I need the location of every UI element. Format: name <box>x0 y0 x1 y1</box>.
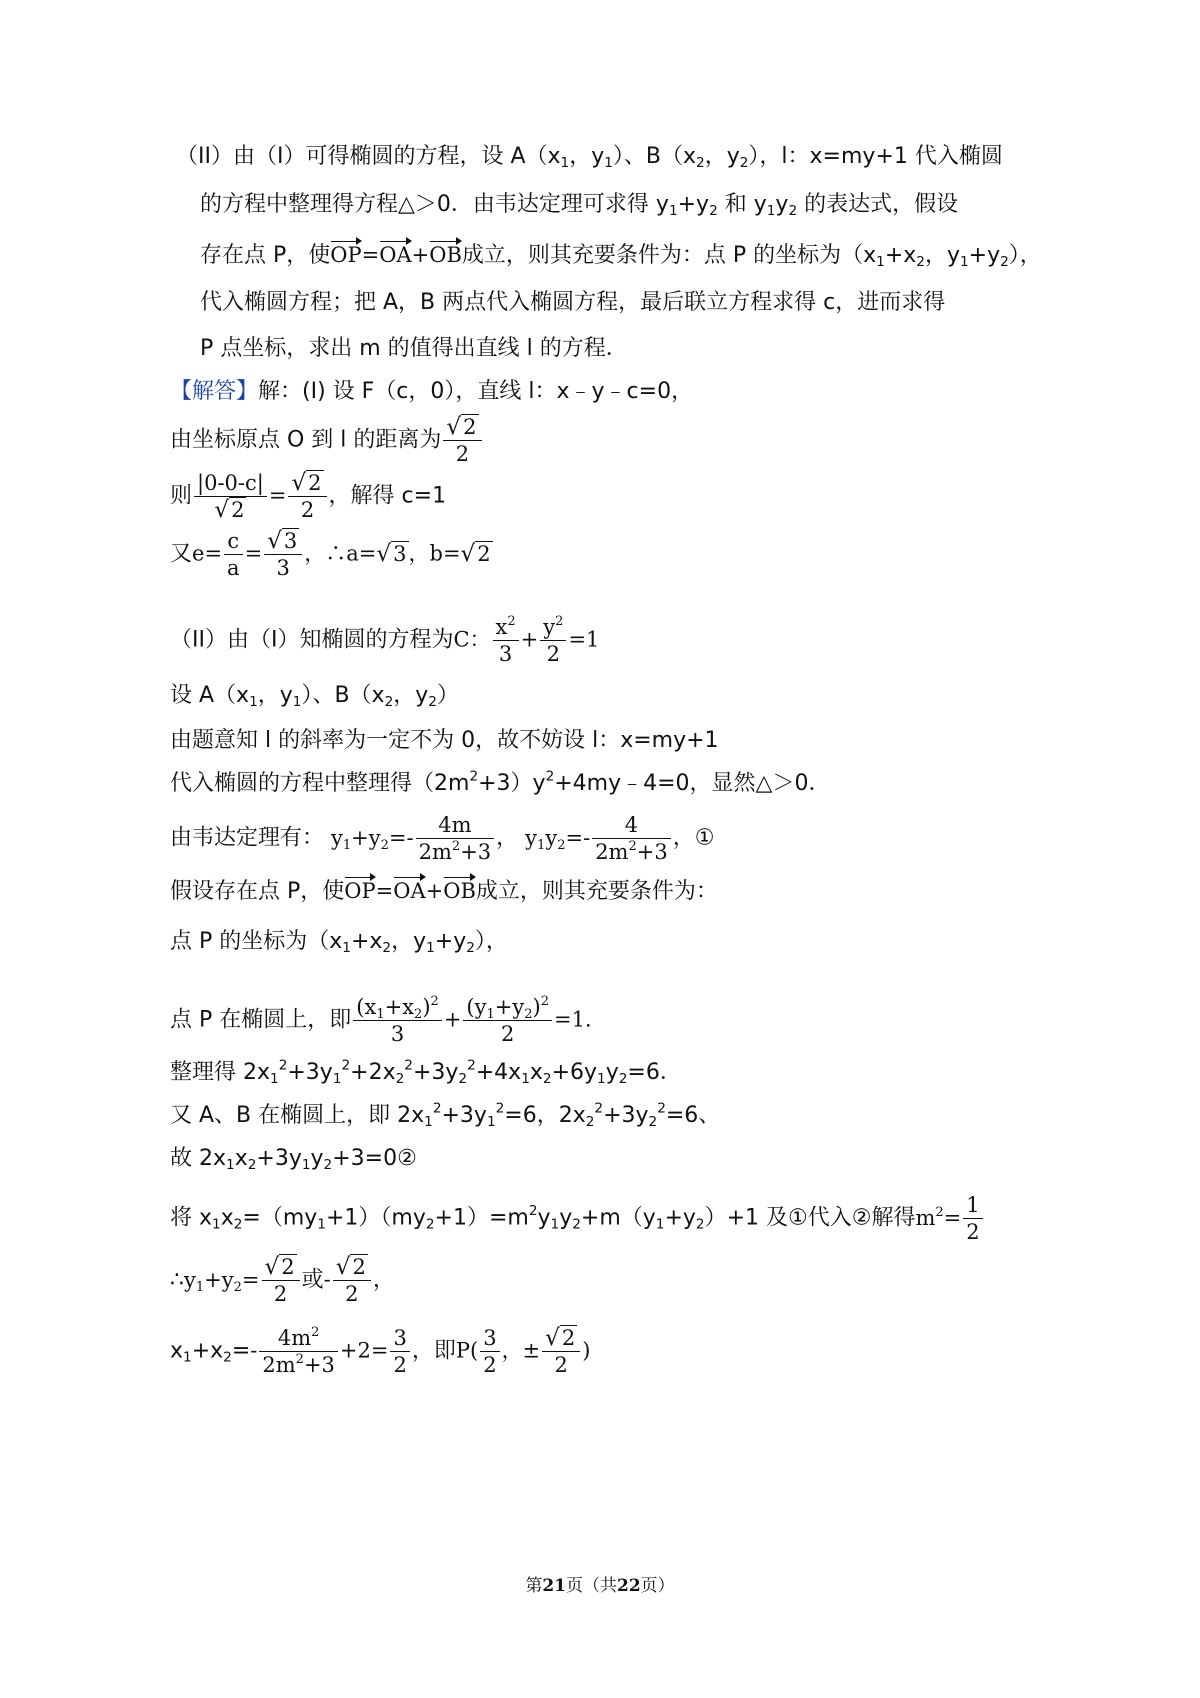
solution-line-14: 又 A、B 在椭圆上，即 $2x_1^2+3y_1^2=6$，$2x_2^2+3y_2^2=6$、 <box>170 1100 721 1131</box>
vector-ob-2: OB <box>443 876 476 906</box>
solution-label: 【解答】 <box>170 379 259 404</box>
vector-op-2: OP <box>344 876 375 906</box>
vector-oa: OA <box>379 240 411 270</box>
vector-ob: OB <box>429 240 462 270</box>
solution-line-9: 由韦达定理有： $y_1+y_2=-$ $\frac{4m}{2m^2+3}$ ， $y_1y_2=-$ $\frac{4}{2m^2+3}$ ，① <box>170 813 715 864</box>
solution-line-2: 由坐标原点 O 到 l 的距离为 $\frac{√2}{2}$ <box>170 414 484 467</box>
solution-line-1: 【解答】解：(I) 设 F（c，0），直线 l：x﹣y﹣c=0， <box>170 379 694 404</box>
hint-line-4: 代入椭圆方程；把 A，B 两点代入椭圆方程，最后联立方程求得 c，进而求得 <box>200 290 946 315</box>
vector-op: OP <box>330 240 361 270</box>
solution-line-5: （II）由（I）知椭圆的方程为C： $\frac{x^2}{3}$ + $\frac{y^2}{2}$ =1 <box>170 613 600 666</box>
solution-line-6: 设 $A(x_1$，$y_1$）、$B(x_2$，$y_2$） <box>170 683 459 711</box>
solution-line-17: $\therefore y_1+y_2=$ $\frac{√2}{2}$ 或- $\frac{√2}{2}$ ， <box>170 1254 395 1306</box>
solution-line-8: 代入椭圆的方程中整理得$(2m^2+3)y^2+4my﹣4=0$，显然△＞0． <box>170 768 831 796</box>
page-number: 21 <box>542 1576 566 1596</box>
solution-line-11: 点 P 的坐标为（$x_1+x_2$，$y_1+y_2$）， <box>170 929 508 957</box>
vector-oa-2: OA <box>393 876 425 906</box>
solution-line-18: $x_1+x_2=-$ $\frac{4m^2}{2m^2+3}$ +2= $\frac{3}{2}$ ，即P( $\frac{3}{2}$ ，± $\frac{√2}{2}$ ) <box>170 1324 591 1377</box>
solution-line-3: 则 $\frac{|0-0-c|}{√2}$ = $\frac{√2}{2}$ ，解得 c=1 <box>170 470 447 523</box>
hint-line-3: 存在点 P，使OP=OA+OB成立，则其充要条件为：点 P 的坐标为（$x_1+x_2$，$y_1+y_2$）， <box>200 240 1042 271</box>
solution-line-7: 由题意知 l 的斜率为一定不为 0，故不妨设 l：x=my+1 <box>170 728 719 753</box>
hint-line-5: P 点坐标，求出 m 的值得出直线 l 的方程． <box>200 336 628 361</box>
solution-line-16: 将 $x_1x_2=(my_1+1)(my_2+1)=m^2y_1y_2+m(y_1+y_2)+1$ 及①代入②解得$m^2=$ $\frac{1}{2}$ <box>170 1192 985 1245</box>
solution-line-10: 假设存在点 P，使OP=OA+OB成立，则其充要条件为： <box>170 876 718 907</box>
solution-line-12: 点 P 在椭圆上，即 $\frac{(x_1+x_2)^2}{3}$ + $\frac{(y_1+y_2)^2}{2}$ =1． <box>170 993 606 1046</box>
solution-line-13: 整理得 $2x_1^2+3y_1^2+2x_2^2+3y_2^2+4x_1x_2+6y_1y_2=6$． <box>170 1057 682 1088</box>
solution-line-4: 又e= $\frac{c}{a}$ = $\frac{√3}{3}$ ，∴a=√3，b=√2 <box>170 528 491 580</box>
page-total: 22 <box>617 1576 641 1596</box>
solution-line-15: 故 $2x_1x_2+3y_1y_2+3=0②$ <box>170 1146 417 1174</box>
hint-line-2: 的方程中整理得方程△＞0．由韦达定理可求得 $y_1+y_2$ 和 $y_1y_2$ 的表达式，假设 <box>200 192 959 220</box>
hint-line-1: （II）由（I）可得椭圆的方程，设 $A(x_1$，$y_1$）、$B(x_2$，$y_2$），l：x=my+1 代入椭圆 <box>176 144 1003 172</box>
page-footer: 第21页（共22页） <box>525 1576 675 1596</box>
